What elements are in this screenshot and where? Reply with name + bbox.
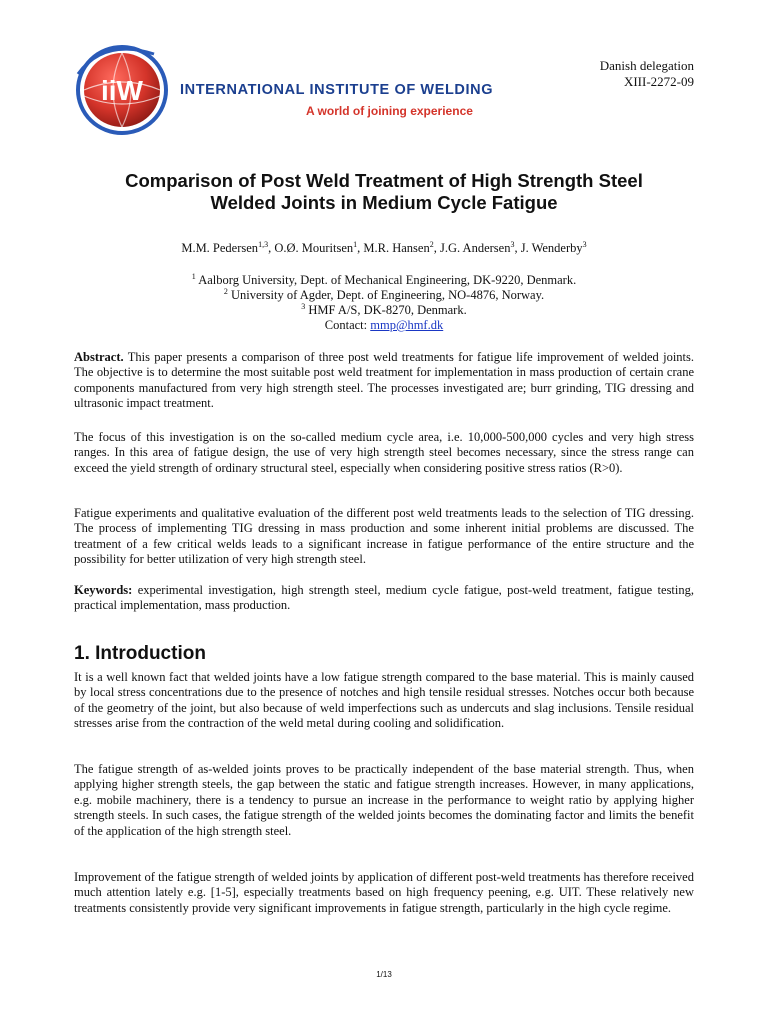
delegation-info: [600, 58, 694, 90]
abstract-paragraph-1: Abstract. This paper presents a comparison of three post weld treatments for fatigue life improvement of welded joints. The objective is to determine the most suitable post weld treatment for implementation in mass production of certain crane components manufactured from very high strength steel. The processes investigated are; burr grinding, TIG dressing and ultrasonic impact treatment.: [74, 350, 695, 411]
affiliations: [60, 273, 708, 333]
author: J. Wenderby$^3$: [520, 239, 587, 255]
author: M.R. Hansen$^2$,: [363, 239, 440, 255]
org-tagline: A world of joining experience: [306, 104, 473, 118]
logo-text: iiW: [101, 75, 143, 106]
affiliation-1: $^1$ Aalborg University, Dept. of Mechanical Engineering, DK-9220, Denmark.: [191, 271, 577, 287]
abstract-paragraph-3: Fatigue experiments and qualitative evaluation of the different post weld treatments leads to the selection of TIG dressing. The process of implementing TIG dressing in mass production and some inherent initial problems are discussed. The treatment of a few critical welds leads to a significant increase in fatigue performance of the entire structure and the possibility for better utilization of very high strength steel.: [74, 506, 694, 567]
affiliation-3: $^3$ HMF A/S, DK-8270, Denmark.: [301, 301, 467, 317]
title-line-1: Comparison of Post Weld Treatment of High Strength Steel: [125, 170, 643, 191]
intro-paragraph-2: The fatigue strength of as-welded joints proves to be practically independent of the base material strength. Thus, when applying higher strength steels, the gap between the static and fatigue strength increases. However, in many applications, e.g. mobile machinery, there is a tendency to pursue an increase in the performance to weight ratio by applying higher strength steels. In such cases, the fatigue strength of the welded joints becomes the dominating factor and limits the benefit of the application of the high strength steel.: [74, 762, 694, 838]
contact-line: Contact: mmp@hmf.dk: [324, 318, 444, 332]
delegation-label: Danish delegation: [599, 58, 694, 73]
affiliation-2: $^2$ University of Agder, Dept. of Engineering, NO-4876, Norway.: [223, 286, 545, 302]
page-number: 1/13: [376, 970, 392, 979]
globe-logo-icon: [74, 44, 174, 136]
intro-paragraph-1: It is a well known fact that welded joints have a low fatigue strength compared to the base material. This is mainly caused by local stress concentrations due to the presence of notches and high tensile residual stresses. Notches occur both because of the geometry of the joint, but also because of weld imperfections such as undercuts and slag inclusions. Tensile residual stresses arise from the contraction of the weld metal during cooling and solidification.: [74, 670, 694, 731]
org-name: INTERNATIONAL INSTITUTE OF WELDING: [180, 82, 494, 98]
document-number: XIII-2272-09: [623, 74, 694, 89]
author: J.G. Andersen$^3$,: [439, 239, 521, 255]
keywords-paragraph: Keywords: experimental investigation, high strength steel, medium cycle fatigue, post-weld treatment, fatigue testing, practical implementation, mass production.: [74, 583, 695, 613]
section-heading-introduction: 1. Introduction: [74, 643, 206, 664]
abstract-label: Abstract.: [74, 350, 124, 364]
iiw-logo: [74, 44, 564, 136]
author-list: [60, 241, 708, 256]
author: M.M. Pedersen$^{1,3}$,: [181, 239, 275, 255]
intro-paragraph-3: Improvement of the fatigue strength of welded joints by application of different post-weld treatments has therefore received much attention lately e.g. [1-5], especially treatments based on high frequency peening, e.g. UIT. These relatively new treatments consistently provide very significant improvements in fatigue strength, particularly in the high cycle regime.: [74, 870, 694, 915]
abstract-paragraph-2: The focus of this investigation is on the so-called medium cycle area, i.e. 10,000-500,000 cycles and very high stress ranges. In this area of fatigue design, the use of very high strength steel becomes necessary, since the stress range can exceed the yield strength of ordinary structural steel, especially when considering positive stress ratios (R>0).: [74, 430, 694, 475]
author: O.Ø. Mouritsen$^1$,: [274, 239, 364, 255]
contact-email-link[interactable]: mmp@hmf.dk: [370, 318, 444, 332]
keywords-label: Keywords:: [74, 583, 133, 597]
title-line-2: Welded Joints in Medium Cycle Fatigue: [210, 192, 558, 213]
paper-title: [60, 170, 708, 214]
